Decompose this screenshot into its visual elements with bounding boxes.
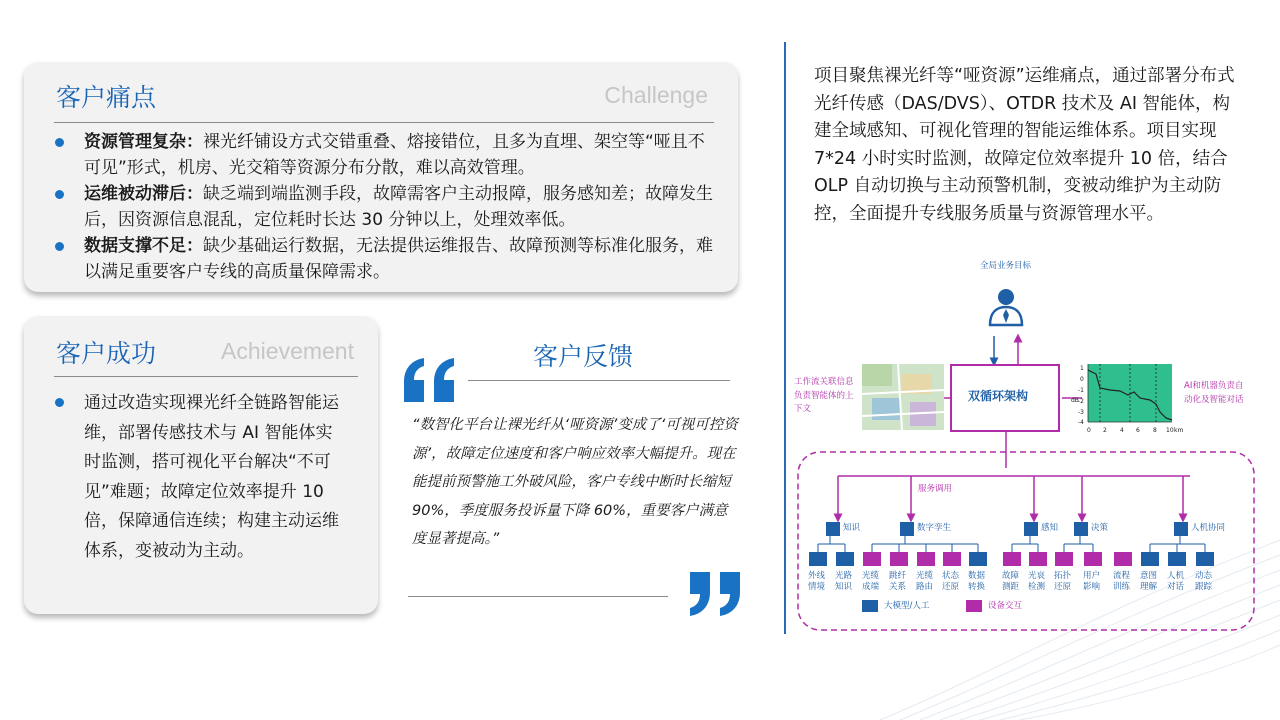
pain-point-label: 运维被动滞后： xyxy=(84,184,203,204)
project-summary: 项目聚焦裸光纤等“哑资源”运维痛点，通过部署分布式光纤传感（DAS/DVS）、OTDR 技术及 AI 智能体，构建全域感知、可视化管理的智能运维体系。项目实现 7*24 小时实时监测，故障定位效率提升 10 倍，结合 OLP 自动切换与主动预警机制，变被动维护为主动防控，全面提升专线服务质量与资源管理水平。 xyxy=(814,66,1235,224)
category-label: 感知 xyxy=(1041,523,1059,533)
otdr-chart xyxy=(1070,362,1182,436)
pain-point-item xyxy=(54,129,716,181)
success-subtitle: Achievement xyxy=(221,338,354,364)
left-note: 工作流关联信息负责智能体的上下文 xyxy=(794,377,854,414)
success-divider xyxy=(54,376,358,377)
legend-blue-swatch xyxy=(862,600,878,612)
node-square xyxy=(1174,522,1188,536)
success-title: 客户成功 xyxy=(56,339,157,368)
leaf-label: 拓扑还原 xyxy=(1054,571,1072,592)
otdr-x-tick: 2 xyxy=(1103,427,1107,434)
feedback-quote: “数智化平台让裸光纤从‘哑资源’变成了‘可视可控资源’，故障定位速度和客户响应效率大幅提升。现在能提前预警施工外破风险，客户专线中断时长缩短 90%，季度服务投诉量下降 60%，重要客户满意度显著提高。” xyxy=(412,417,738,547)
otdr-y-tick: 1 xyxy=(1080,365,1084,372)
legend-blue-label: 大模型/人工 xyxy=(884,601,930,611)
pain-point-label: 数据支撑不足： xyxy=(84,236,203,256)
leaf-node xyxy=(1168,552,1186,566)
category-node-digital-twin xyxy=(900,518,951,537)
feedback-bottom-divider xyxy=(408,596,668,597)
success-card xyxy=(24,316,378,614)
leaf-node xyxy=(836,552,854,566)
right-note: AI和机器负责自动化及智能对话 xyxy=(1184,381,1244,405)
otdr-x-tick: 10 xyxy=(1166,427,1174,434)
otdr-y-tick: -2 xyxy=(1078,398,1084,405)
category-label: 决策 xyxy=(1091,523,1109,533)
leaf-label: 动态跟踪 xyxy=(1195,571,1213,592)
node-square xyxy=(1024,522,1038,536)
success-list xyxy=(54,389,344,566)
success-text: 通过改造实现裸光纤全链路智能运维，部署传感技术与 AI 智能体实时监测，搭可视化平台解决“不可见”难题；故障定位效率提升 10 倍，保障通信连续；构建主动运维体系，变被动为主动。 xyxy=(84,393,339,561)
success-item xyxy=(54,389,344,566)
leaf-label: 光缆成端 xyxy=(862,571,880,592)
otdr-x-tick: 8 xyxy=(1153,427,1157,434)
pain-points-title: 客户痛点 xyxy=(56,83,157,112)
leaf-label: 流程训练 xyxy=(1113,571,1131,592)
pain-points-subtitle: Challenge xyxy=(604,82,708,108)
leaf-node xyxy=(809,552,827,566)
global-goal-label: 全局业务目标 xyxy=(980,261,1032,271)
category-node-decision xyxy=(1074,518,1108,537)
leaf-label: 数据转换 xyxy=(968,571,986,592)
legend-purple-label: 设备交互 xyxy=(988,601,1023,611)
otdr-ylabel: dB xyxy=(1071,397,1079,404)
leaf-label: 光缆路由 xyxy=(916,571,934,592)
node-square xyxy=(900,522,914,536)
leaf-node xyxy=(1029,552,1047,566)
leaf-label: 意图理解 xyxy=(1140,571,1158,592)
node-square xyxy=(1074,522,1088,536)
pain-point-item xyxy=(54,233,716,285)
leaf-node xyxy=(890,552,908,566)
pain-point-text: 缺少基础运行数据，无法提供运维报告、故障预测等标准化服务，难以满足重要客户专线的高质量保障需求。 xyxy=(84,236,713,282)
otdr-xlabel: km xyxy=(1174,427,1184,434)
leaf-node xyxy=(1003,552,1021,566)
category-node-hci xyxy=(1174,518,1225,537)
architecture-diagram xyxy=(790,258,1260,632)
vertical-divider xyxy=(784,42,786,634)
pain-points-divider xyxy=(54,122,714,123)
service-call-label: 服务调用 xyxy=(918,484,953,494)
category-label: 数字孪生 xyxy=(917,523,952,533)
leaf-node xyxy=(1196,552,1214,566)
node-square xyxy=(826,522,840,536)
close-quote-icon xyxy=(686,572,742,616)
map-thumbnail xyxy=(862,364,944,430)
leaf-label: 外线情境 xyxy=(808,571,826,592)
leaf-label: 人机对话 xyxy=(1167,571,1185,592)
pain-point-text: 缺乏端到端监测手段，故障需客户主动报障，服务感知差；故障发生后，因资源信息混乱，定位耗时长达 30 分钟以上，处理效率低。 xyxy=(84,184,713,230)
feedback-title: 客户反馈 xyxy=(533,342,634,371)
leaf-node xyxy=(969,552,987,566)
otdr-x-tick: 6 xyxy=(1136,427,1140,434)
otdr-y-tick: -3 xyxy=(1078,409,1084,416)
leaf-node xyxy=(1084,552,1102,566)
category-node-perception xyxy=(1024,518,1058,537)
otdr-x-tick: 4 xyxy=(1120,427,1124,434)
category-node-knowledge xyxy=(826,518,860,537)
dual-loop-label: 双循环架构 xyxy=(968,389,1029,403)
leaf-label: 跳纤关系 xyxy=(889,571,907,592)
leaf-node xyxy=(917,552,935,566)
leaf-node xyxy=(1141,552,1159,566)
pain-point-item xyxy=(54,181,716,233)
leaf-label: 光路知识 xyxy=(835,571,853,592)
feedback-top-divider xyxy=(468,380,730,381)
leaf-node xyxy=(1114,552,1132,566)
pain-point-text: 裸光纤铺设方式交错重叠、熔接错位，且多为直埋、架空等“哑且不可见”形式，机房、光交箱等资源分布分散，难以高效管理。 xyxy=(84,132,705,178)
leaf-label: 故障测距 xyxy=(1002,571,1020,592)
pain-point-label: 资源管理复杂： xyxy=(84,132,203,152)
leaf-label: 状态还原 xyxy=(942,571,960,592)
pain-points-card xyxy=(24,62,738,292)
otdr-y-tick: -1 xyxy=(1078,387,1084,394)
leaf-node xyxy=(943,552,961,566)
otdr-x-tick: 0 xyxy=(1087,427,1091,434)
diagram-connectors xyxy=(790,258,1260,632)
leaf-node xyxy=(863,552,881,566)
category-label: 人机协同 xyxy=(1191,523,1226,533)
leaf-label: 用户影响 xyxy=(1083,571,1101,592)
otdr-y-tick: -4 xyxy=(1078,419,1084,426)
category-label: 知识 xyxy=(843,523,861,533)
leaf-label: 光哀检测 xyxy=(1028,571,1046,592)
otdr-y-tick: 0 xyxy=(1080,376,1084,383)
open-quote-icon xyxy=(402,358,458,402)
pain-points-list xyxy=(54,129,716,285)
leaf-node xyxy=(1055,552,1073,566)
legend-purple-swatch xyxy=(966,600,982,612)
